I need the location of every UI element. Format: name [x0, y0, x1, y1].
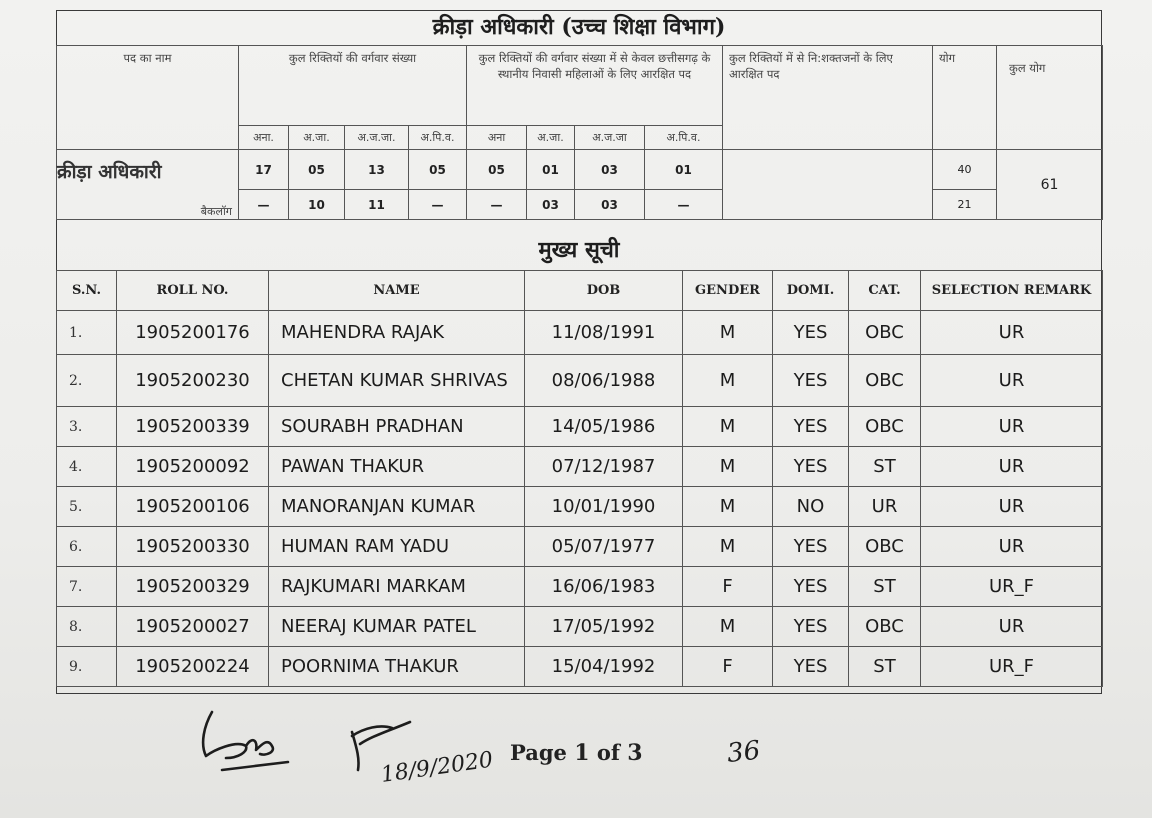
date-of-birth: 16/06/1983: [525, 567, 683, 607]
category: ST: [849, 647, 921, 687]
signature-1: [203, 712, 288, 770]
candidate-name: SOURABH PRADHAN: [269, 407, 525, 447]
category: ST: [849, 567, 921, 607]
document-title: क्रीड़ा अधिकारी (उच्च शिक्षा विभाग): [56, 10, 1102, 46]
domicile: YES: [773, 527, 849, 567]
col-disabled-reserved: कुल रिक्तियों में से नि:शक्तजनों के लिए आरक्षित पद: [723, 46, 933, 150]
selection-remark: UR: [921, 527, 1103, 567]
table-row: [57, 647, 1103, 687]
sub-header: अ.पि.व.: [645, 126, 723, 150]
date-of-birth: 07/12/1987: [525, 447, 683, 487]
roll-number: 1905200106: [117, 487, 269, 527]
vacancy-cell: 10: [289, 190, 345, 220]
gender: M: [683, 407, 773, 447]
sub-header: अ.ज.जा.: [345, 126, 409, 150]
merit-list-table: [56, 270, 1103, 687]
category: OBC: [849, 407, 921, 447]
vacancy-cell: —: [467, 190, 527, 220]
category: OBC: [849, 355, 921, 407]
vacancy-table: [56, 45, 1103, 220]
post-name: क्रीड़ा अधिकारी: [57, 150, 239, 190]
table-row: [57, 527, 1103, 567]
sub-header: अ.जा.: [527, 126, 575, 150]
domicile: YES: [773, 355, 849, 407]
date-of-birth: 17/05/1992: [525, 607, 683, 647]
col-kul-yog: कुल योग: [997, 46, 1103, 150]
serial-number: 3.: [57, 407, 117, 447]
candidate-name: NEERAJ KUMAR PATEL: [269, 607, 525, 647]
gender: M: [683, 487, 773, 527]
domicile: YES: [773, 647, 849, 687]
category: OBC: [849, 311, 921, 355]
gender: M: [683, 527, 773, 567]
table-row: [57, 567, 1103, 607]
selection-remark: UR: [921, 487, 1103, 527]
sub-header: अ.जा.: [289, 126, 345, 150]
vacancy-cell: 01: [645, 150, 723, 190]
selection-remark: UR: [921, 355, 1103, 407]
roll-number: 1905200092: [117, 447, 269, 487]
date-of-birth: 14/05/1986: [525, 407, 683, 447]
vacancy-cell: 17: [239, 150, 289, 190]
roll-number: 1905200230: [117, 355, 269, 407]
domicile: YES: [773, 607, 849, 647]
page-prefix: Page: [510, 740, 567, 765]
roll-number: 1905200176: [117, 311, 269, 355]
page-number: [510, 740, 643, 766]
domicile: NO: [773, 487, 849, 527]
selection-remark: UR_F: [921, 567, 1103, 607]
vacancy-cell: 01: [527, 150, 575, 190]
selection-remark: UR: [921, 407, 1103, 447]
header-name: NAME: [269, 271, 525, 311]
roll-number: 1905200330: [117, 527, 269, 567]
serial-number: 6.: [57, 527, 117, 567]
handwritten-date: 18/9/2020: [379, 747, 495, 788]
selection-remark: UR: [921, 607, 1103, 647]
footer: [0, 700, 1152, 818]
kul-yog-value: 61: [997, 150, 1103, 220]
date-of-birth: 05/07/1977: [525, 527, 683, 567]
header-domicile: DOMI.: [773, 271, 849, 311]
header-selection-remark: SELECTION REMARK: [921, 271, 1103, 311]
col-total-vacancies: कुल रिक्तियों की वर्गवार संख्या: [239, 46, 467, 126]
table-row: [57, 487, 1103, 527]
list-title: मुख्य सूची: [538, 237, 620, 263]
table-row: [57, 607, 1103, 647]
sub-header: अना.: [239, 126, 289, 150]
vacancy-cell: 05: [409, 150, 467, 190]
page-of: of: [596, 740, 620, 765]
vacancy-cell: 03: [575, 190, 645, 220]
category: OBC: [849, 607, 921, 647]
col-women-reserved: कुल रिक्तियों की वर्गवार संख्या में से केवल छत्तीसगढ़ के स्थानीय निवासी महिलाओं के लिए आरक्षित पद: [467, 46, 723, 126]
date-of-birth: 10/01/1990: [525, 487, 683, 527]
gender: F: [683, 567, 773, 607]
table-row: [57, 355, 1103, 407]
date-of-birth: 08/06/1988: [525, 355, 683, 407]
serial-number: 7.: [57, 567, 117, 607]
candidate-name: POORNIMA THAKUR: [269, 647, 525, 687]
date-of-birth: 11/08/1991: [525, 311, 683, 355]
header-gender: GENDER: [683, 271, 773, 311]
vacancy-cell: 05: [289, 150, 345, 190]
gender: M: [683, 355, 773, 407]
roll-number: 1905200329: [117, 567, 269, 607]
sub-header: अना: [467, 126, 527, 150]
candidate-name: RAJKUMARI MARKAM: [269, 567, 525, 607]
serial-number: 1.: [57, 311, 117, 355]
gender: M: [683, 311, 773, 355]
col-post-name: पद का नाम: [57, 46, 239, 150]
domicile: YES: [773, 311, 849, 355]
date-of-birth: 15/04/1992: [525, 647, 683, 687]
disabled-reserved-cell: [723, 150, 933, 220]
vacancy-cell: —: [239, 190, 289, 220]
vacancy-cell: 03: [575, 150, 645, 190]
table-row: [57, 311, 1103, 355]
yog-regular: 40: [933, 150, 997, 190]
vacancy-cell: —: [645, 190, 723, 220]
header-roll-no: ROLL NO.: [117, 271, 269, 311]
vacancy-cell: 03: [527, 190, 575, 220]
sub-header: अ.पि.व.: [409, 126, 467, 150]
category: UR: [849, 487, 921, 527]
vacancy-cell: 11: [345, 190, 409, 220]
selection-remark: UR_F: [921, 647, 1103, 687]
candidate-name: PAWAN THAKUR: [269, 447, 525, 487]
candidate-name: MANORANJAN KUMAR: [269, 487, 525, 527]
col-yog: योग: [933, 46, 997, 150]
roll-number: 1905200339: [117, 407, 269, 447]
yog-backlog: 21: [933, 190, 997, 220]
header-dob: DOB: [525, 271, 683, 311]
category: ST: [849, 447, 921, 487]
handwritten-number: 36: [725, 735, 762, 769]
domicile: YES: [773, 447, 849, 487]
gender: M: [683, 447, 773, 487]
page-current: 1: [574, 740, 590, 766]
vacancy-cell: —: [409, 190, 467, 220]
serial-number: 9.: [57, 647, 117, 687]
gender: M: [683, 607, 773, 647]
gender: F: [683, 647, 773, 687]
vacancy-cell: 05: [467, 150, 527, 190]
header-sn: S.N.: [57, 271, 117, 311]
roll-number: 1905200027: [117, 607, 269, 647]
candidate-name: CHETAN KUMAR SHRIVAS: [269, 355, 525, 407]
serial-number: 2.: [57, 355, 117, 407]
sub-header: अ.ज.जा: [575, 126, 645, 150]
domicile: YES: [773, 407, 849, 447]
serial-number: 5.: [57, 487, 117, 527]
category: OBC: [849, 527, 921, 567]
serial-number: 4.: [57, 447, 117, 487]
selection-remark: UR: [921, 311, 1103, 355]
serial-number: 8.: [57, 607, 117, 647]
header-category: CAT.: [849, 271, 921, 311]
candidate-name: MAHENDRA RAJAK: [269, 311, 525, 355]
page-total: 3: [627, 740, 643, 766]
selection-remark: UR: [921, 447, 1103, 487]
table-row: [57, 407, 1103, 447]
table-row: [57, 447, 1103, 487]
domicile: YES: [773, 567, 849, 607]
vacancy-cell: 13: [345, 150, 409, 190]
backlog-label: बैकलॉग: [57, 190, 239, 220]
candidate-name: HUMAN RAM YADU: [269, 527, 525, 567]
roll-number: 1905200224: [117, 647, 269, 687]
